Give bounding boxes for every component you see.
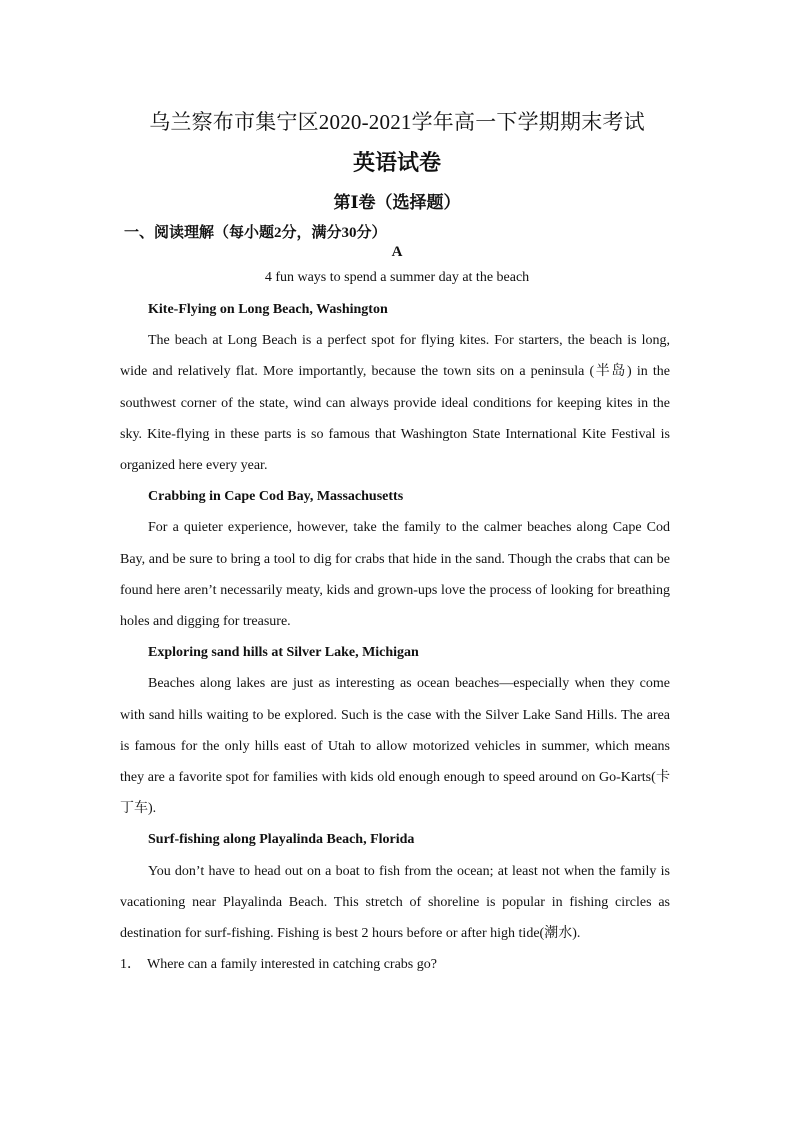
passage-body [120,294,670,980]
question-number: 1． [120,957,141,973]
passage-heading: Kite-Flying on Long Beach, Washington [148,302,388,317]
exam-subject: 英语试卷 [352,150,441,175]
exam-title: 乌兰察布市集宁区2020-2021学年高一下学期期末考试 [149,110,645,134]
volume-heading: 第Ⅰ卷（选择题） [333,193,461,212]
question-item [120,949,670,980]
passage-paragraph: You don’t have to head out on a boat to fish from the ocean; at least not when the family is vacationing near Playalinda Beach. This stretch of shoreline is popular in fishing circles as destination for surf-fishing. Fishing is best 2 hours before or after high tide(潮水). [120,863,670,942]
passage-heading: Surf-fishing along Playalinda Beach, Florida [148,832,415,848]
question-text: Where can a family interested in catching crabs go? [147,957,437,973]
passage-paragraph: For a quieter experience, however, take the family to the calmer beaches along Cape Cod Bay, and be sure to bring a tool to dig for crabs that hide in the sand. Though the crabs that can be found here aren’t necessarily meaty, kids and grown-ups love the process of looking for breathing holes and digging for treasure. [120,520,670,630]
passage-paragraph: The beach at Long Beach is a perfect spot for flying kites. For starters, the beach is long, wide and relatively flat. More importantly, because the town sits on a peninsula (半岛) in the southwest corner of the state, wind can always provide ideal conditions for keeping kites in the sky. Kite-flying in these parts is so famous that Washington State International Kite Festival is organized here every year. [120,333,670,474]
passage-title: 4 fun ways to spend a summer day at the beach [264,270,530,285]
passage-paragraph: Beaches along lakes are just as interesting as ocean beaches—especially when they come with sand hills waiting to be explored. Such is the case with the Silver Lake Sand Hills. The area is famous for the only hills east of Utah to allow motorized vehicles in summer, which means they are a favorite spot for families with kids old enough enough to speed around on Go-Karts(卡丁车). [120,676,670,817]
passage-letter: A [391,244,403,260]
passage-heading: Crabbing in Cape Cod Bay, Massachusetts [148,489,404,505]
passage-heading: Exploring sand hills at Silver Lake, Michigan [148,645,419,661]
section-heading: 一、阅读理解（每小题2分，满分30分） [124,225,387,241]
